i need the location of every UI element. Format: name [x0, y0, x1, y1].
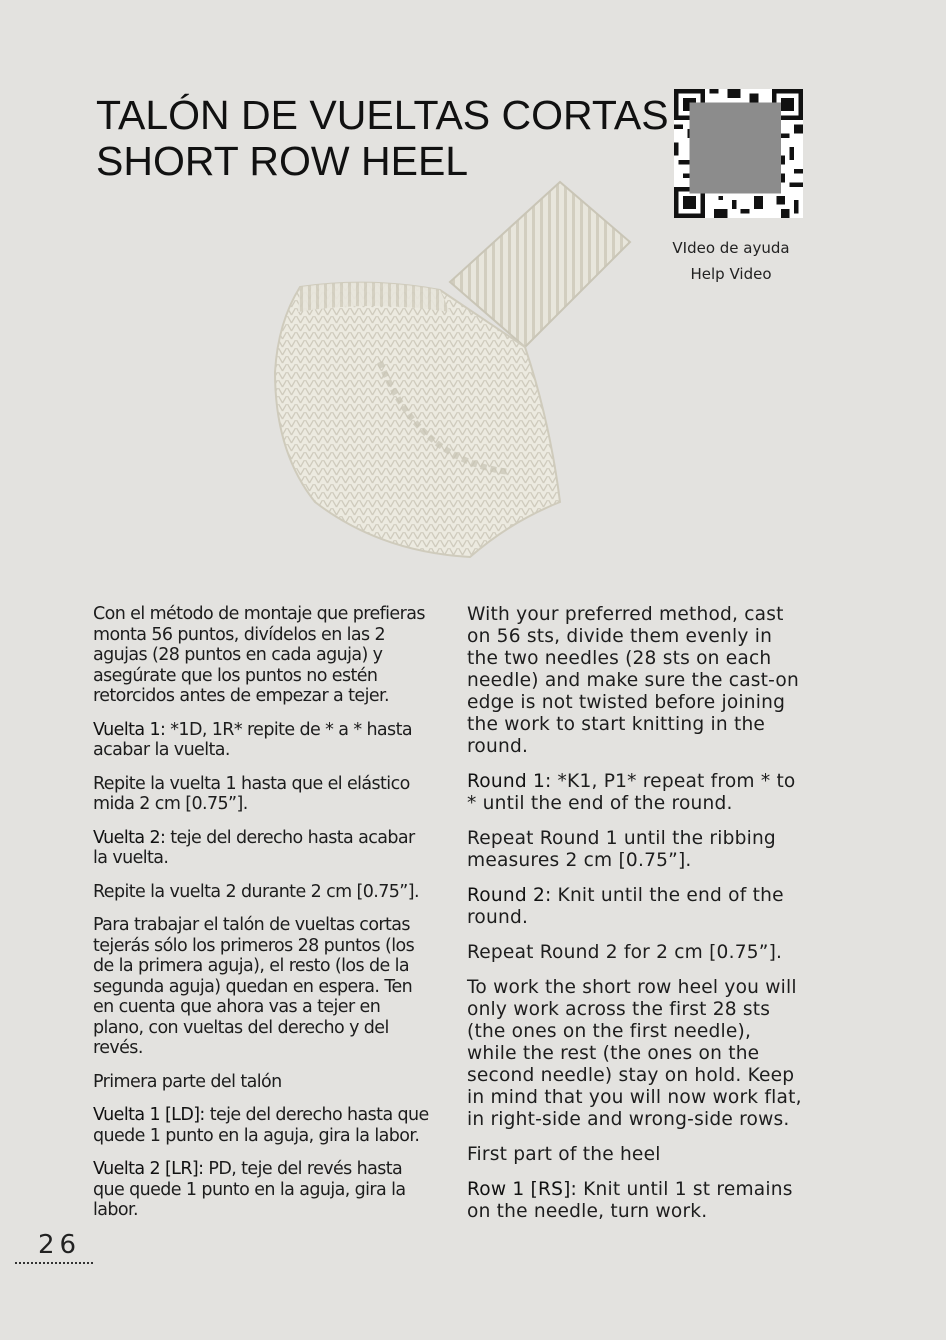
es-row-1 — [93, 1105, 433, 1146]
page-number-divider — [15, 1262, 93, 1264]
en-row-1 — [467, 1179, 805, 1223]
en-round-1 — [467, 771, 805, 815]
es-row-2 — [93, 1159, 433, 1221]
spanish-column — [93, 604, 433, 1234]
qr-code-icon[interactable] — [674, 89, 803, 218]
en-round-2-label: Round 2: — [467, 885, 552, 906]
qr-caption-spanish: VIdeo de ayuda — [672, 239, 790, 257]
en-intro: With your preferred method, cast on 56 sts, divide them evenly in the two needles (28 sts on each needle) and make sure the cast-on edge is not twisted before joining the work to start knitting in the round. — [467, 604, 799, 757]
es-round-2 — [93, 828, 433, 869]
page-number: 26 — [38, 1230, 82, 1260]
es-row-2-text: PD, teje del revés hasta que quede 1 punto en la aguja, gira la labor. — [93, 1159, 406, 1220]
title-spanish: TALÓN DE VUELTAS CORTAS — [96, 92, 669, 138]
en-row-1-text: Knit until 1 st remains on the needle, turn work. — [467, 1179, 793, 1222]
es-round-1-label: Vuelta 1: — [93, 719, 166, 740]
es-row-2-label: Vuelta 2 [LR]: — [93, 1159, 204, 1179]
en-short-row-intro: To work the short row heel you will only work across the first 28 sts (the ones on the first needle), while the rest (the ones on the second needle) stay on hold. Keep in mind that you will now work flat, in right-side and wrong-side rows. — [467, 977, 802, 1130]
es-repeat-1: Repite la vuelta 1 hasta que el elástico mida 2 cm [0.75”]. — [93, 773, 410, 814]
qr-caption — [650, 235, 812, 287]
en-round-2-text: Knit until the end of the round. — [467, 885, 784, 928]
knitted-sock-heel-image — [260, 172, 640, 562]
es-round-1 — [93, 720, 433, 761]
es-short-row-intro: Para trabajar el talón de vueltas cortas tejerás sólo los primeros 28 puntos (los de la primera aguja), el resto (los de la segunda aguja) quedan en espera. Ten en cuenta que ahora vas a tejer en plano, con vueltas del derecho y del revés. — [93, 915, 415, 1058]
es-round-2-label: Vuelta 2: — [93, 827, 166, 848]
es-round-1-text: *1D, 1R* repite de * a * hasta acabar la vuelta. — [93, 719, 412, 760]
es-row-1-label: Vuelta 1 [LD]: — [93, 1105, 205, 1125]
en-repeat-2: Repeat Round 2 for 2 cm [0.75”]. — [467, 942, 783, 963]
es-section-heading: Primera parte del talón — [93, 1071, 282, 1092]
qr-caption-english: Help Video — [690, 265, 772, 283]
en-round-1-text: *K1, P1* repeat from * to * until the end of the round. — [467, 771, 796, 814]
es-intro: Con el método de montaje que prefieras monta 56 puntos, divídelos en las 2 agujas (28 puntos en cada aguja) y asegúrate que los puntos no estén retorcidos antes de empezar a tejer. — [93, 604, 425, 706]
en-section-heading: First part of the heel — [467, 1144, 661, 1165]
es-round-2-text: teje del derecho hasta acabar la vuelta. — [93, 827, 415, 868]
en-round-1-label: Round 1: — [467, 771, 552, 792]
page-title — [96, 92, 669, 184]
es-row-1-text: teje del derecho hasta que quede 1 punto en la aguja, gira la labor. — [93, 1105, 429, 1146]
title-english: SHORT ROW HEEL — [96, 138, 469, 184]
en-round-2 — [467, 885, 805, 929]
en-repeat-1: Repeat Round 1 until the ribbing measures 2 cm [0.75”]. — [467, 828, 776, 871]
english-column — [467, 604, 805, 1236]
es-repeat-2: Repite la vuelta 2 durante 2 cm [0.75”]. — [93, 881, 419, 902]
en-row-1-label: Row 1 [RS]: — [467, 1179, 578, 1200]
